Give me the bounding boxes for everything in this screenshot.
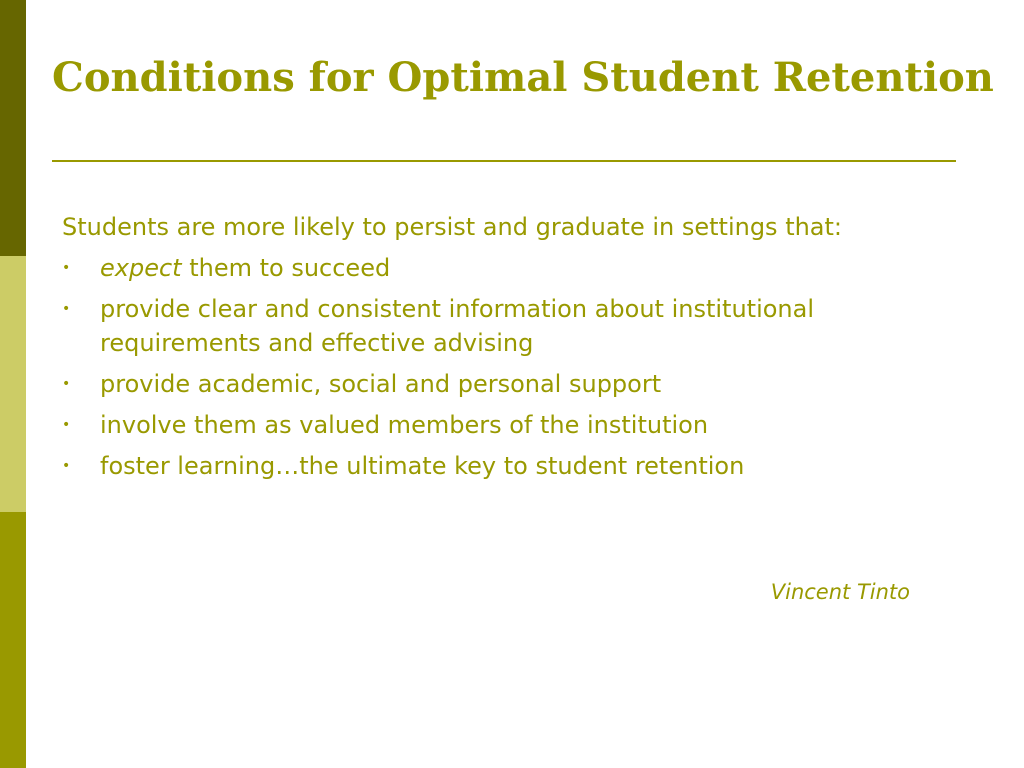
bullet-dot-icon: • (62, 458, 71, 474)
bullet-item (62, 449, 962, 483)
bullet-item (62, 367, 962, 401)
intro-text: Students are more likely to persist and graduate in settings that: (62, 213, 843, 241)
bullet-item (62, 292, 962, 360)
bullet-dot-icon: • (62, 376, 71, 392)
bullet-text: provide clear and consistent information about institutional requirements and effective advising (100, 295, 815, 357)
bullet-text: foster learning…the ultimate key to student retention (100, 452, 745, 480)
bullet-dot-icon: • (62, 301, 71, 317)
slide-body (62, 210, 962, 490)
bullet-emphasis: expect (100, 254, 182, 282)
title-underline (52, 160, 956, 162)
bullet-dot-icon: • (62, 417, 71, 433)
bullet-dot-icon: • (62, 260, 71, 276)
accent-bar-mid-segment (0, 512, 26, 768)
bullet-text: them to succeed (181, 254, 391, 282)
quote-attribution: Vincent Tinto (770, 580, 910, 604)
bullet-text: provide academic, social and personal support (100, 370, 662, 398)
bullet-item (62, 408, 962, 442)
bullet-list (62, 251, 962, 483)
bullet-item (62, 251, 962, 285)
accent-bar-light-segment (0, 256, 26, 512)
bullet-text: involve them as valued members of the institution (100, 411, 709, 439)
accent-bar-dark-segment (0, 0, 26, 256)
left-accent-bar (0, 0, 26, 768)
slide-title: Conditions for Optimal Student Retention (52, 54, 994, 101)
